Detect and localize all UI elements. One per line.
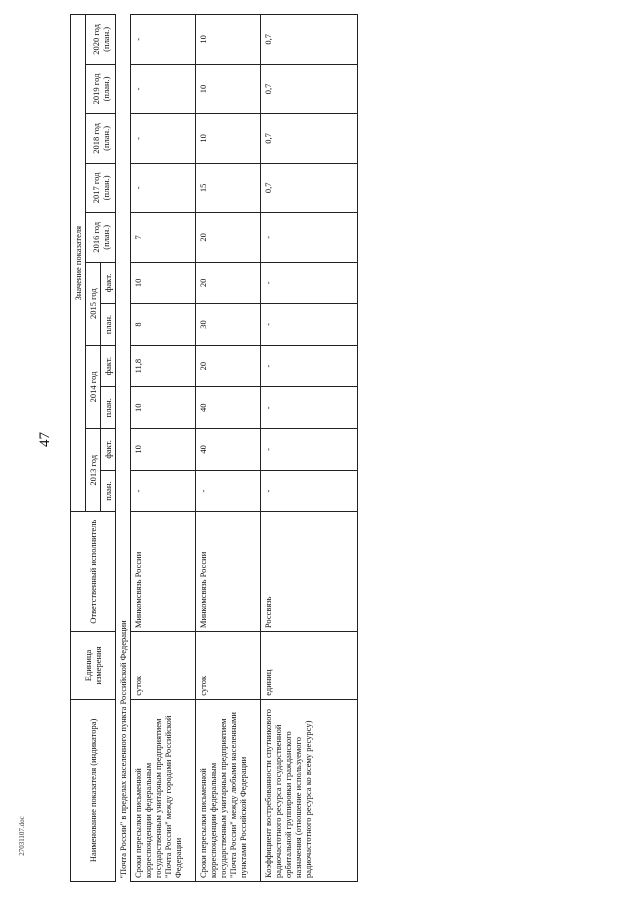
cell-2013-fact: -	[261, 429, 358, 471]
cell-unit: суток	[131, 632, 196, 700]
cell-2019: 0,7	[261, 64, 358, 113]
header-2015-fact: факт.	[101, 262, 116, 304]
document-reference: 27031107.doc	[17, 816, 26, 856]
header-2014-plan: план.	[101, 387, 116, 429]
cell-2015-plan: 8	[131, 304, 196, 346]
header-2014-fact: факт.	[101, 345, 116, 387]
cell-2017: 0,7	[261, 163, 358, 212]
cell-2014-plan: -	[261, 387, 358, 429]
header-indicator-name: Наименование показателя (индикатора)	[71, 699, 116, 881]
cell-2015-plan: 30	[196, 304, 261, 346]
cell-responsible: Минкомсвязь России	[131, 512, 196, 632]
cell-2019: 10	[196, 64, 261, 113]
cell-2020: 0,7	[261, 15, 358, 65]
cell-unit: суток	[196, 632, 261, 700]
cell-indicator-name: Сроки пересылки письменной корреспонденции федеральным государственным унитарным предприятием "Почта России" между городами Российской Федерации	[131, 699, 196, 881]
cell-2014-fact: 11,8	[131, 345, 196, 387]
cell-2018: 10	[196, 114, 261, 163]
indicators-table	[70, 14, 358, 882]
cell-responsible: Россвязь	[261, 512, 358, 632]
cell-2015-plan: -	[261, 304, 358, 346]
cell-2017: 15	[196, 163, 261, 212]
table-row	[196, 15, 261, 882]
cell-responsible: Минкомсвязь России	[196, 512, 261, 632]
cell-2013-plan: -	[196, 470, 261, 512]
cell-2018: 0,7	[261, 114, 358, 163]
section-row	[116, 15, 131, 882]
header-responsible: Ответственный исполнитель	[71, 512, 116, 632]
cell-2013-fact: 40	[196, 429, 261, 471]
table-row	[261, 15, 358, 882]
header-2019: 2019 год (план.)	[86, 64, 116, 113]
header-2020: 2020 год (план.)	[86, 15, 116, 65]
page-number: 47	[37, 432, 53, 447]
cell-2020: 10	[196, 15, 261, 65]
cell-2015-fact: 10	[131, 262, 196, 304]
header-2017: 2017 год (план.)	[86, 163, 116, 212]
rotated-table-container	[70, 12, 630, 882]
cell-indicator-name: Сроки пересылки письменной корреспонденции федеральным государственным унитарным предприятием "Почта России" между любыми населенными пунктами Российской Федерации	[196, 699, 261, 881]
header-unit: Единица измерения	[71, 632, 116, 700]
cell-2016: 7	[131, 213, 196, 262]
cell-2015-fact: 20	[196, 262, 261, 304]
cell-2013-plan: -	[261, 470, 358, 512]
cell-2014-fact: -	[261, 345, 358, 387]
cell-2013-plan: -	[131, 470, 196, 512]
table-header	[71, 15, 116, 882]
cell-2017: -	[131, 163, 196, 212]
header-2014: 2014 год	[86, 345, 101, 428]
cell-2014-plan: 10	[131, 387, 196, 429]
header-2013: 2013 год	[86, 429, 101, 512]
cell-2015-fact: -	[261, 262, 358, 304]
table-row	[131, 15, 196, 882]
header-2015: 2015 год	[86, 262, 101, 345]
cell-unit: единиц	[261, 632, 358, 700]
cell-2016: -	[261, 213, 358, 262]
header-2013-fact: факт.	[101, 429, 116, 471]
header-2015-plan: план.	[101, 304, 116, 346]
cell-2014-fact: 20	[196, 345, 261, 387]
cell-2019: -	[131, 64, 196, 113]
cell-indicator-name: Коэффициент востребованности спутникового радиочастотного ресурса государственной орбитальной группировки гражданского назначения (отношение используемого радиочастотного ресурса ко всему ресурсу)	[261, 699, 358, 881]
cell-2014-plan: 40	[196, 387, 261, 429]
header-2016: 2016 год (план.)	[86, 213, 116, 262]
cell-2013-fact: 10	[131, 429, 196, 471]
section-row-label: "Почта России" в пределах населенного пункта Российской Федерации	[118, 620, 129, 879]
header-indicator-value: Значение показателя	[71, 15, 86, 512]
cell-2016: 20	[196, 213, 261, 262]
header-2018: 2018 год (план.)	[86, 114, 116, 163]
cell-2018: -	[131, 114, 196, 163]
table-body	[116, 15, 358, 882]
cell-2020: -	[131, 15, 196, 65]
header-2013-plan: план.	[101, 470, 116, 512]
